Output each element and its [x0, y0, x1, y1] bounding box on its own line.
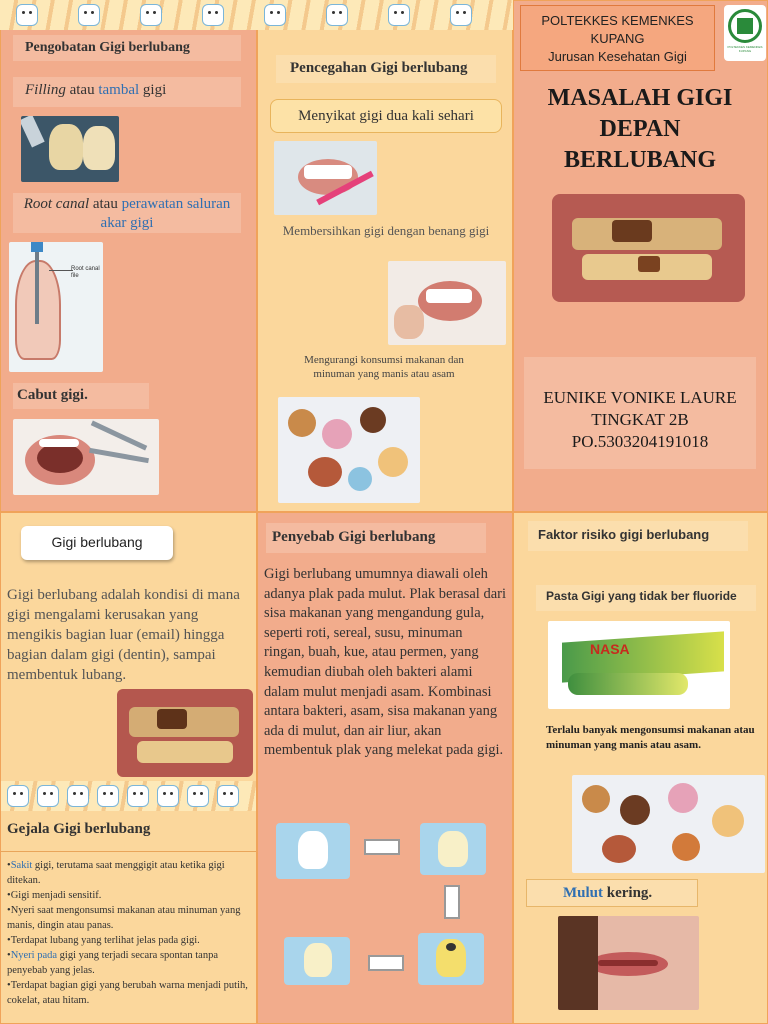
institution-box	[520, 5, 715, 71]
author-box	[524, 357, 756, 469]
tooth-icon	[97, 785, 119, 807]
logo-caption: POLTEKKES KEMENKES KUPANG	[727, 45, 763, 53]
root-canal-term: Root canal	[23, 196, 90, 212]
filling-photo	[21, 116, 119, 182]
filling-line: Filling atau tambal gigi	[13, 77, 241, 107]
sweets-photo	[278, 397, 420, 503]
author-name: EUNIKE VONIKE LAURE	[543, 388, 737, 407]
tooth-icon	[67, 785, 89, 807]
tooth-icon	[326, 4, 348, 26]
tooth-strip-top	[0, 0, 513, 30]
arrow-down-icon	[444, 885, 460, 919]
perawatan-term: perawatan saluran akar gigi	[100, 196, 231, 231]
floss-text: Membersihkan gigi dengan benang gigi	[282, 223, 490, 238]
cover-teeth-photo	[552, 194, 745, 302]
brush-text: Menyikat gigi dua kali sehari	[298, 108, 474, 124]
author-level: TINGKAT 2B	[591, 410, 689, 429]
cause-text: Gigi berlubang umumnya diawali oleh adanya plak pada mulut. Plak berasal dari sisa makanan yang mengandung gula, seperti roti, sereal, susu, minuman ringan, buah, kue, atau permen, yang kemudian diubah oleh bakteri alami dalam mulut menjadi asam. Kombinasi antara bakteri, asam, sisa makanan yang ada di mulut, dan air liur, akan membentuk plak yang melekat pada gigi.	[264, 566, 506, 759]
institution-line2: KUPANG	[590, 31, 645, 46]
tooth-icon	[127, 785, 149, 807]
brush-pill	[270, 99, 502, 133]
arrow-left-icon	[368, 955, 404, 971]
mulut-term: Mulut	[563, 885, 604, 901]
tooth-stage-3	[418, 933, 484, 985]
institution-line3: Jurusan Kesehatan Gigi	[548, 49, 687, 64]
symptoms-header	[1, 813, 257, 851]
tambal-term: tambal	[98, 82, 140, 98]
sugar-text: Mengurangi konsumsi makanan dan minuman yang manis atau asam	[304, 354, 464, 380]
list-item: •Terdapat lubang yang terlihat jelas pada gigi.	[7, 935, 200, 946]
institution-line1: POLTEKKES KEMENKES	[541, 13, 694, 28]
brushing-photo	[274, 141, 377, 215]
list-item: •Nyeri pada gigi yang terjadi secara spontan tanpa penyebab yang jelas.	[7, 950, 218, 976]
tooth-stage-4	[284, 937, 350, 985]
panel-definition	[0, 512, 257, 1024]
author-nim: PO.5303204191018	[571, 432, 709, 451]
list-item: •Terdapat bagian gigi yang berubah warna menjadi putih, cokelat, atau hitam.	[7, 980, 248, 1006]
filling-term: Filling	[25, 82, 66, 98]
tooth-icon	[450, 4, 472, 26]
list-item: •Sakit gigi, terutama saat menggigit atau ketika gigi ditekan.	[7, 860, 225, 886]
panel-cause	[257, 512, 513, 1024]
arrow-right-icon	[364, 839, 400, 855]
definition-teeth-photo	[117, 689, 253, 777]
tooth-strip-mid	[1, 781, 257, 811]
gigi-berlubang-button[interactable]	[21, 526, 173, 560]
toothpaste-brand: NASA	[590, 641, 630, 657]
panel-risk	[513, 512, 768, 1024]
tooth-stage-2	[420, 823, 486, 875]
sugar-risk-text: Terlalu banyak mengonsumsi makanan atau minuman yang manis atau asam.	[546, 724, 755, 751]
tooth-icon	[187, 785, 209, 807]
tooth-icon	[140, 4, 162, 26]
cause-title: Penyebab Gigi berlubang	[266, 523, 486, 553]
institution-logo	[724, 5, 766, 61]
root-canal-label: Root canal file	[71, 266, 100, 279]
treatment-title: Pengobatan Gigi berlubang	[13, 35, 241, 61]
gigi-berlubang-button-label: Gigi berlubang	[51, 534, 143, 550]
dry-mouth-label: Mulut kering.	[526, 879, 698, 907]
definition-text: Gigi berlubang adalah kondisi di mana gigi mengalami kerusakan yang mengikis bagian luar (email) hingga bagian dalam gigi (dentin), sampai membentuk lubang.	[7, 587, 240, 683]
tooth-icon	[217, 785, 239, 807]
cabut-label: Cabut gigi.	[13, 383, 149, 409]
tooth-stage-1	[276, 823, 350, 879]
tooth-icon	[388, 4, 410, 26]
tooth-icon	[7, 785, 29, 807]
tooth-icon	[37, 785, 59, 807]
risk-sweets-photo	[572, 775, 765, 873]
flossing-photo	[388, 261, 506, 345]
symptoms-title: Gejala Gigi berlubang	[7, 821, 151, 837]
panel-cover	[513, 0, 768, 512]
panel-treatment	[0, 0, 257, 512]
list-item: •Gigi menjadi sensitif.	[7, 890, 102, 901]
prevention-title: Pencegahan Gigi berlubang	[276, 55, 496, 83]
tooth-icon	[202, 4, 224, 26]
toothpaste-photo	[548, 621, 730, 709]
panel-prevention	[257, 0, 513, 512]
extraction-photo	[13, 419, 159, 495]
tooth-icon	[264, 4, 286, 26]
plaque-diagram	[258, 813, 513, 1003]
root-canal-diagram	[9, 242, 103, 372]
root-canal-line: Root canal atau perawatan saluran akar gigi	[13, 193, 241, 233]
dry-mouth-photo	[558, 916, 699, 1010]
symptoms-list	[1, 851, 257, 1024]
tooth-icon	[157, 785, 179, 807]
cover-title: MASALAH GIGI DEPAN BERLUBANG	[547, 85, 733, 173]
risk-title: Faktor risiko gigi berlubang	[528, 521, 748, 551]
fluoride-label: Pasta Gigi yang tidak ber fluoride	[536, 585, 756, 611]
tooth-icon	[78, 4, 100, 26]
list-item: •Nyeri saat mengonsumsi makanan atau minuman yang manis, dingin atau panas.	[7, 905, 241, 931]
tooth-icon	[16, 4, 38, 26]
